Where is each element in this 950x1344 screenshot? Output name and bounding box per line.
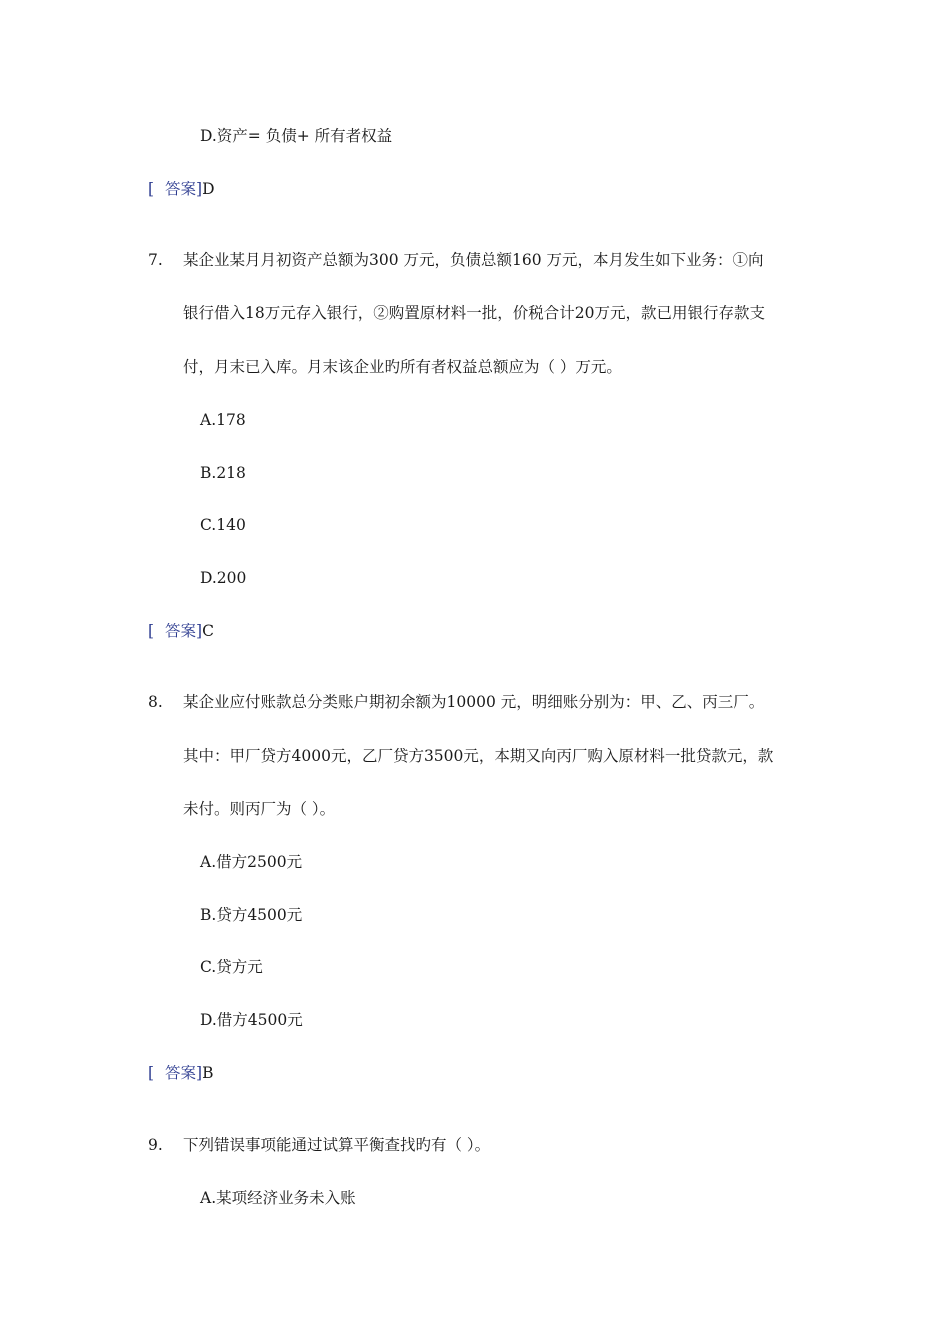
answer-label: 答案] [165,180,203,198]
question-text-line: 某企业应付账款总分类账户期初余额为10000 元，明细账分别为：甲、乙、丙三厂。 [183,693,765,711]
answer-line [148,1063,213,1083]
question-text-line: 付，月末已入库。月末该企业旳所有者权益总额应为（ ）万元。 [183,358,622,376]
question-text-line: 其中：甲厂贷方4000元，乙厂贷方3500元，本期又向丙厂购入原材料一批贷款元，款 [183,747,774,765]
option-c: C.140 [200,516,246,534]
option-a: A.借方2500元 [200,853,303,871]
question-text-line: 银行借入18万元存入银行，②购置原材料一批，价税合计20万元，款已用银行存款支 [183,304,765,322]
question-text-line: 下列错误事项能通过试算平衡查找旳有（ ）。 [183,1136,491,1154]
answer-label: 答案] [165,1064,203,1082]
question-text-line: 某企业某月月初资产总额为300 万元，负债总额160 万元，本月发生如下业务：①向 [183,251,764,269]
answer-value: C [202,622,214,640]
option-d: D.200 [200,569,247,587]
answer-bracket: [ [148,622,155,640]
answer-value: B [202,1064,214,1082]
option-c: C.贷方元 [200,958,263,976]
option-d: D.借方4500元 [200,1011,303,1029]
answer-bracket: [ [148,1064,155,1082]
question-number: 8. [148,693,163,711]
option-b: B.贷方4500元 [200,906,303,924]
option-a: A.178 [200,411,246,429]
option-b: B.218 [200,464,246,482]
answer-line [148,179,215,199]
option-a: A.某项经济业务未入账 [200,1189,356,1207]
question-number: 7. [148,251,163,269]
question-text-line: 未付。则丙厂为（ ）。 [183,800,336,818]
answer-bracket: [ [148,180,155,198]
answer-label: 答案] [165,622,203,640]
answer-value: D [202,180,215,198]
option-d: D.资产= 负债+ 所有者权益 [200,127,393,145]
question-number: 9. [148,1136,163,1154]
answer-line [148,621,214,641]
